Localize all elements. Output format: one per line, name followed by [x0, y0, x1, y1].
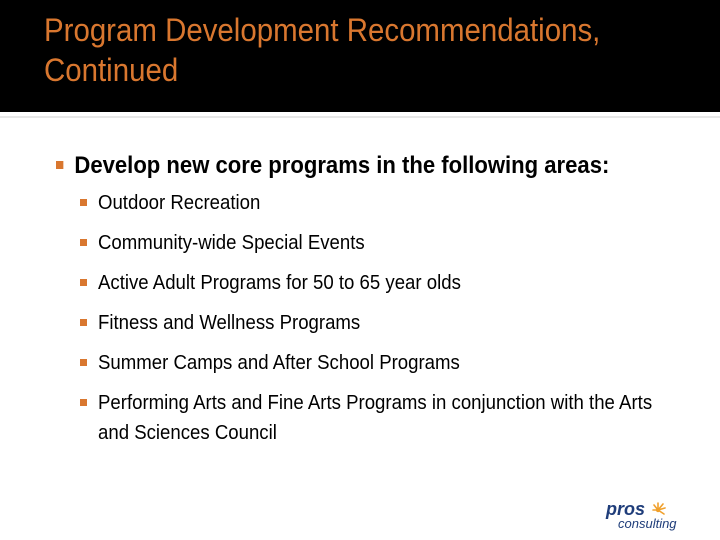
list-item-text: Fitness and Wellness Programs	[98, 312, 361, 334]
square-bullet-icon	[80, 399, 87, 406]
list-item	[56, 388, 698, 448]
slide-content	[56, 150, 686, 458]
square-bullet-icon	[56, 161, 63, 169]
list-item-text: Summer Camps and After School Programs	[98, 352, 460, 374]
list-item	[56, 188, 698, 218]
list-item	[56, 268, 698, 298]
title-divider	[0, 116, 720, 118]
list-item-text: Outdoor Recreation	[98, 192, 261, 214]
main-bullet	[56, 150, 626, 182]
square-bullet-icon	[80, 359, 87, 366]
square-bullet-icon	[80, 199, 87, 206]
main-bullet-text: Develop new core programs in the following areas:	[74, 152, 610, 179]
list-item-text: Community-wide Special Events	[98, 232, 365, 254]
list-item	[56, 228, 698, 258]
sub-bullet-list	[56, 188, 686, 448]
list-item-text: Active Adult Programs for 50 to 65 year olds	[98, 272, 461, 294]
square-bullet-icon	[80, 319, 87, 326]
square-bullet-icon	[80, 279, 87, 286]
title-bar	[0, 0, 720, 112]
square-bullet-icon	[80, 239, 87, 246]
list-item	[56, 348, 698, 378]
list-item-text: Performing Arts and Fine Arts Programs in conjunction with the Arts and Sciences Council	[98, 392, 653, 444]
list-item	[56, 308, 698, 338]
logo-tagline-text: consulting	[618, 516, 677, 531]
logo-brand-text: pros	[606, 499, 646, 519]
pros-consulting-logo	[604, 500, 684, 536]
slide-title: Program Development Recommendations, Continued	[44, 12, 601, 88]
